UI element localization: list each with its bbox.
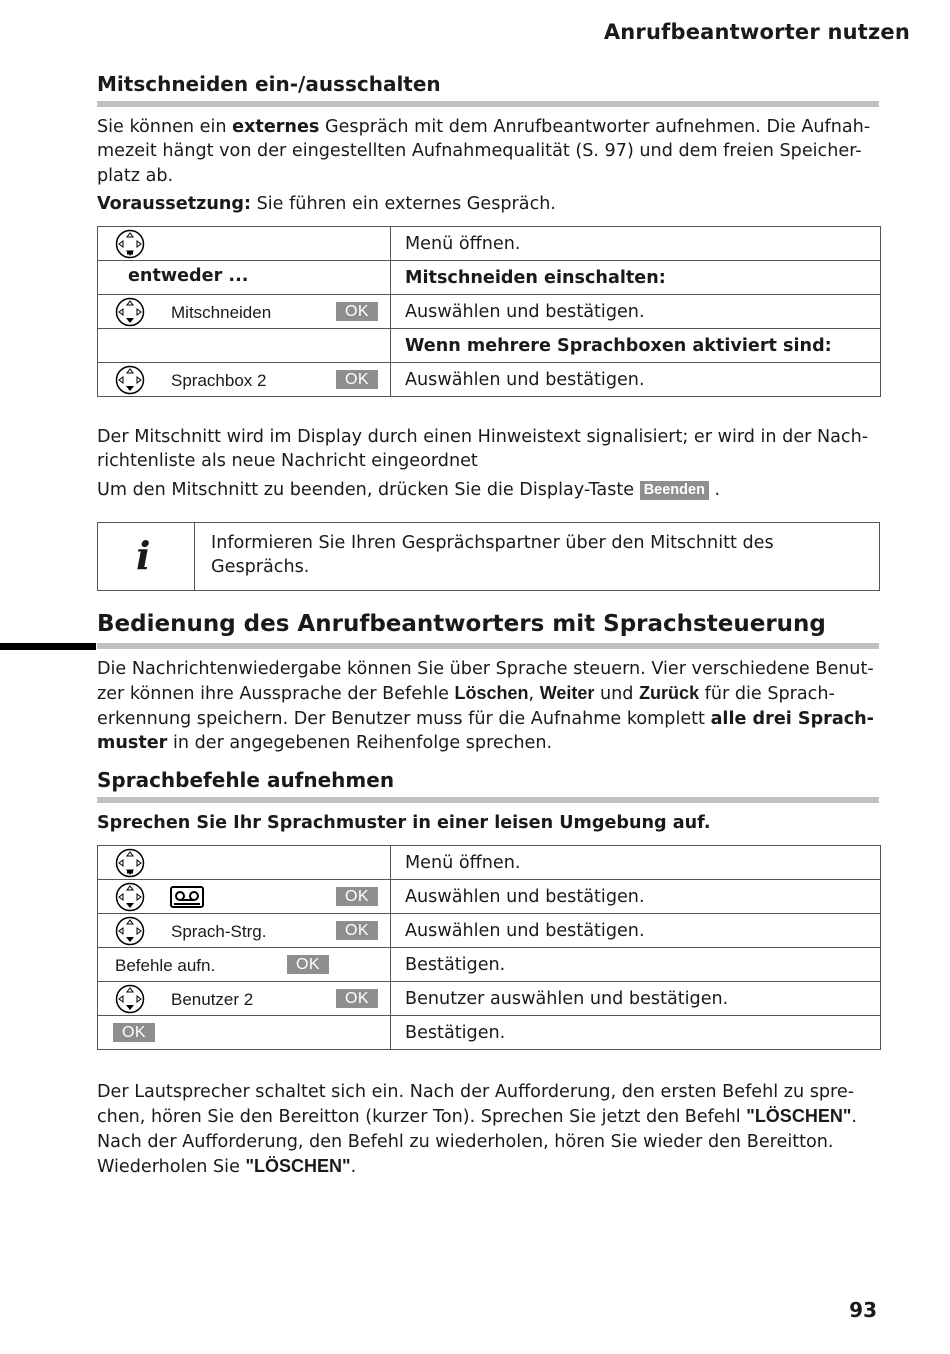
- step-description: Auswählen und bestätigen.: [391, 295, 881, 329]
- table-row: [98, 982, 881, 1016]
- nav-key-down-icon: [115, 984, 145, 1014]
- ok-softkey: OK: [287, 955, 329, 974]
- step-description: Auswählen und bestätigen.: [391, 914, 881, 948]
- section-rule: [97, 643, 879, 649]
- recording-procedure-paragraph: Der Lautsprecher schaltet sich ein. Nach der Aufforderung, den ersten Befehl zu spre- chen, hören Sie den Bereitton (kurzer Ton). Sprechen Sie jetzt den Befehl "LÖSCHEN". Nach der Aufforderung, den Befehl zu wiederholen, hören Sie wieder den Bereitton. Wiederholen Sie "LÖSCHEN".: [97, 1082, 857, 1177]
- step-description: Bestätigen.: [391, 948, 881, 982]
- nav-key-down-icon: [115, 365, 145, 395]
- ok-softkey: OK: [113, 1023, 155, 1042]
- info-icon-cell: [98, 523, 195, 590]
- table-row: [98, 227, 881, 261]
- section-rule: [97, 797, 879, 803]
- info-icon: i: [136, 533, 151, 578]
- table-row: [98, 363, 881, 397]
- nav-key-down-icon: [115, 882, 145, 912]
- table-row: [98, 846, 881, 880]
- table-row: [98, 329, 881, 363]
- ok-softkey: OK: [336, 887, 378, 906]
- table-row: [98, 261, 881, 295]
- section-title-sprachsteuerung: Bedienung des Anrufbeantworters mit Sprachsteuerung: [97, 611, 826, 637]
- voice-control-paragraph: Die Nachrichtenwiedergabe können Sie über Sprache steuern. Vier verschiedene Benut- zer können ihre Aussprache der Befehle Löschen, Weiter und Zurück für die Sprach- erkennung speichern. Der Benutzer muss für die Aufnahme komplett alle drei Sprach- muster in der angegebenen Reihenfolge sprechen.: [97, 659, 874, 753]
- section-marker: [0, 643, 96, 650]
- ok-softkey: OK: [336, 989, 378, 1008]
- display-menu-item: Befehle aufn.: [115, 956, 216, 975]
- nav-key-down-icon: [115, 297, 145, 327]
- ok-softkey: OK: [336, 370, 378, 389]
- display-menu-item: Sprachbox 2: [171, 371, 267, 390]
- display-menu-item: Mitschneiden: [171, 303, 272, 322]
- step-description: Benutzer auswählen und bestätigen.: [391, 982, 881, 1016]
- nav-key-up-icon: [115, 229, 145, 259]
- display-menu-item: Benutzer 2: [171, 990, 254, 1009]
- section-title-sprachbefehle: Sprachbefehle aufnehmen: [97, 768, 395, 792]
- step-description: Menü öffnen.: [391, 846, 881, 880]
- step-description: Auswählen und bestätigen.: [391, 363, 881, 397]
- nav-key-down-icon: [115, 916, 145, 946]
- step-description: Auswählen und bestätigen.: [391, 880, 881, 914]
- page-number: 93: [849, 1298, 877, 1322]
- stop-instruction: Um den Mitschnitt zu beenden, drücken Sie die Display-Taste Beenden .: [97, 480, 721, 500]
- beenden-softkey: Beenden: [640, 481, 709, 500]
- running-header: Anrufbeantworter nutzen: [603, 20, 910, 44]
- intro-paragraph: Sie können ein externes Gespräch mit dem Anrufbeantworter aufnehmen. Die Aufnah- mezeit hängt von der eingestellten Aufnahmequalität (S. 97) und dem freien Speicher- platz ab.: [97, 117, 871, 186]
- section-subtitle: Sprechen Sie Ihr Sprachmuster in einer leisen Umgebung auf.: [97, 813, 711, 833]
- ok-softkey: OK: [336, 302, 378, 321]
- step-heading: Wenn mehrere Sprachboxen aktiviert sind:: [391, 329, 881, 363]
- table-row: [98, 948, 881, 982]
- ok-softkey: OK: [336, 921, 378, 940]
- recording-note: Der Mitschnitt wird im Display durch einen Hinweistext signalisiert; er wird in der Nach- richtenliste als neue Nachricht eingeordnet: [97, 427, 869, 472]
- step-heading: Mitschneiden einschalten:: [391, 261, 881, 295]
- info-box: [97, 522, 880, 591]
- steps-table-mitschneiden: [97, 226, 881, 397]
- section-rule: [97, 101, 879, 107]
- table-row: [98, 295, 881, 329]
- steps-table-sprachbefehle: [97, 845, 881, 1050]
- table-row: [98, 880, 881, 914]
- display-menu-item: Sprach-Strg.: [171, 922, 267, 941]
- table-row: [98, 914, 881, 948]
- prerequisite: Voraussetzung: Sie führen ein externes Gespräch.: [97, 194, 556, 214]
- step-option-label: entweder ...: [128, 266, 249, 286]
- step-description: Bestätigen.: [391, 1016, 881, 1050]
- table-row: [98, 1016, 881, 1050]
- step-description: Menü öffnen.: [391, 227, 881, 261]
- info-text: Informieren Sie Ihren Gesprächspartner über den Mitschnitt des Gesprächs.: [211, 533, 774, 577]
- section-title-mitschneiden: Mitschneiden ein-/ausschalten: [97, 72, 441, 96]
- nav-key-up-icon: [115, 848, 145, 878]
- answering-machine-icon: [170, 886, 204, 908]
